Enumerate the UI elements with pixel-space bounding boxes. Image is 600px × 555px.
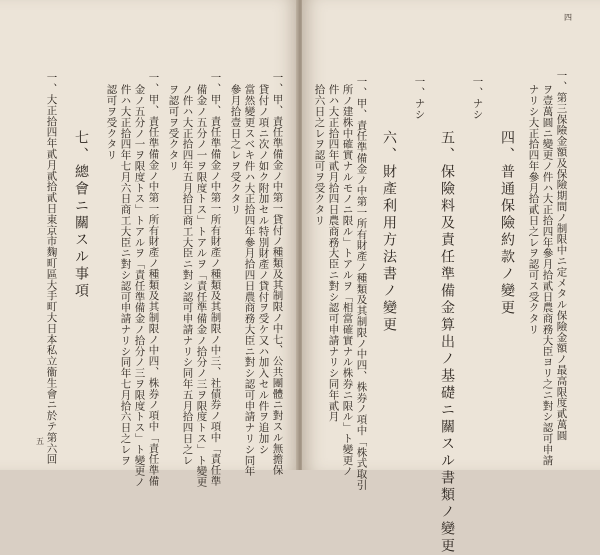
right-page-text-column: 四、普通保險約款ノ變更 [499, 130, 515, 317]
left-page-text-column: 金ノ五分ノ一ヲ限度トス」トアルヲ「責任準備金ノ拾分ノ三ヲ限度トス」ト變更ノ [133, 84, 146, 488]
right-page-text-column: 件ハ大正拾四年貳月拾四日農商務大臣ニ對シ認可申請ナリシ同年貳月 [327, 84, 340, 422]
left-page-text-column: 一、大正拾四年貳月貳拾貳日東京市麴町區大手町大日本私立衞生會ニ於テ第六回 [45, 72, 58, 465]
left-page-text-column: ノ件ハ大正拾四年五月拾日商工大臣ニ對シ認可申請ナリシ同年五月拾四日之レ [181, 84, 194, 466]
left-page-text-column: 件ハ大正拾四年七月六日商工大臣ニ對シ認可申請ナリシ同年七月拾六日之レヲ [119, 84, 132, 466]
left-page-text-column: 貸付ノ項ニ次ノ如ク附加セル特別財產ノ貸付ヲ受ケ又ハ加入セル件ヲ追加シ [257, 84, 270, 455]
left-page-number: 五 [36, 437, 44, 446]
right-page-text-column: 一、甲、責任準備金ノ中第一所有財產ノ種類及其制限ノ中四、株券ノ項中「株式取引 [355, 76, 368, 491]
right-page-text-column: 所ノ建株中確實ナルモノニ限ル」トアルヲ「相當確實ナル株券ニ限ル」ト變更ノ [341, 84, 354, 477]
left-page-text-column: ヲ認可ヲ受クタリ [167, 84, 180, 172]
right-page-number: 四 [564, 13, 572, 22]
right-page-text-column: 一、第三保險金額及保險期間ノ制限中ニ定メタル保險金額ノ最高限度貳萬圓 [555, 70, 568, 441]
left-page-text-column: 一、甲、責任準備金ノ中第一貸付ノ種類及其制限ノ中七、公共團體ニ對スル無擔保 [271, 72, 284, 476]
left-page-text-column: 一、甲、責任準備金ノ中第一所有財產ノ種類及其制限ノ中三、社債券ノ項中「責任準 [209, 72, 222, 487]
left-page-text-column: 參月拾壹日之レヲ受クタリ [229, 84, 242, 215]
left-page [0, 0, 298, 488]
left-page-text-column: 七、總會ニ關スル事項 [73, 130, 89, 300]
right-page-text-column: 一、ナシ [471, 76, 484, 120]
right-page-text-column: ヲ壹萬圓ニ變更ノ件ハ大正拾四年參月拾貳日農商務大臣ヨリ之ニ對シ認可申請 [541, 84, 554, 466]
left-page-text-column: 認可ヲ受クタリ [105, 84, 118, 161]
right-page-text-column: 五、保險料及責任準備金算出ノ基礎ニ關スル書類ノ變更 [439, 130, 455, 555]
right-page-text-column: ナリシ大正拾四年參月拾貳日之レヲ認可ス受クタリ [527, 84, 540, 335]
right-page-text-column: 一、ナシ [413, 76, 426, 120]
left-page-text-column: 當然變更スベキ件ハ大正拾四年參月拾四日農商務大臣ニ對シ認可申請ナリシ同年 [243, 84, 256, 477]
right-page-text-column: 六、財產利用方法書ノ變更 [381, 130, 397, 334]
right-page-text-column: 拾六日之レヲ認可ヲ受クタリ [313, 84, 326, 226]
left-page-text-column: 一、甲、責任準備金ノ中第一所有財產ノ種類及其制限ノ中四、株券ノ項中「責任準備 [147, 72, 160, 487]
left-page-text-column: 備金ノ五分ノ一ヲ限度トス」トアルヲ「責任準備金ノ拾分ノ三ヲ限度トス」ト變更 [195, 84, 208, 488]
right-page [302, 0, 600, 555]
